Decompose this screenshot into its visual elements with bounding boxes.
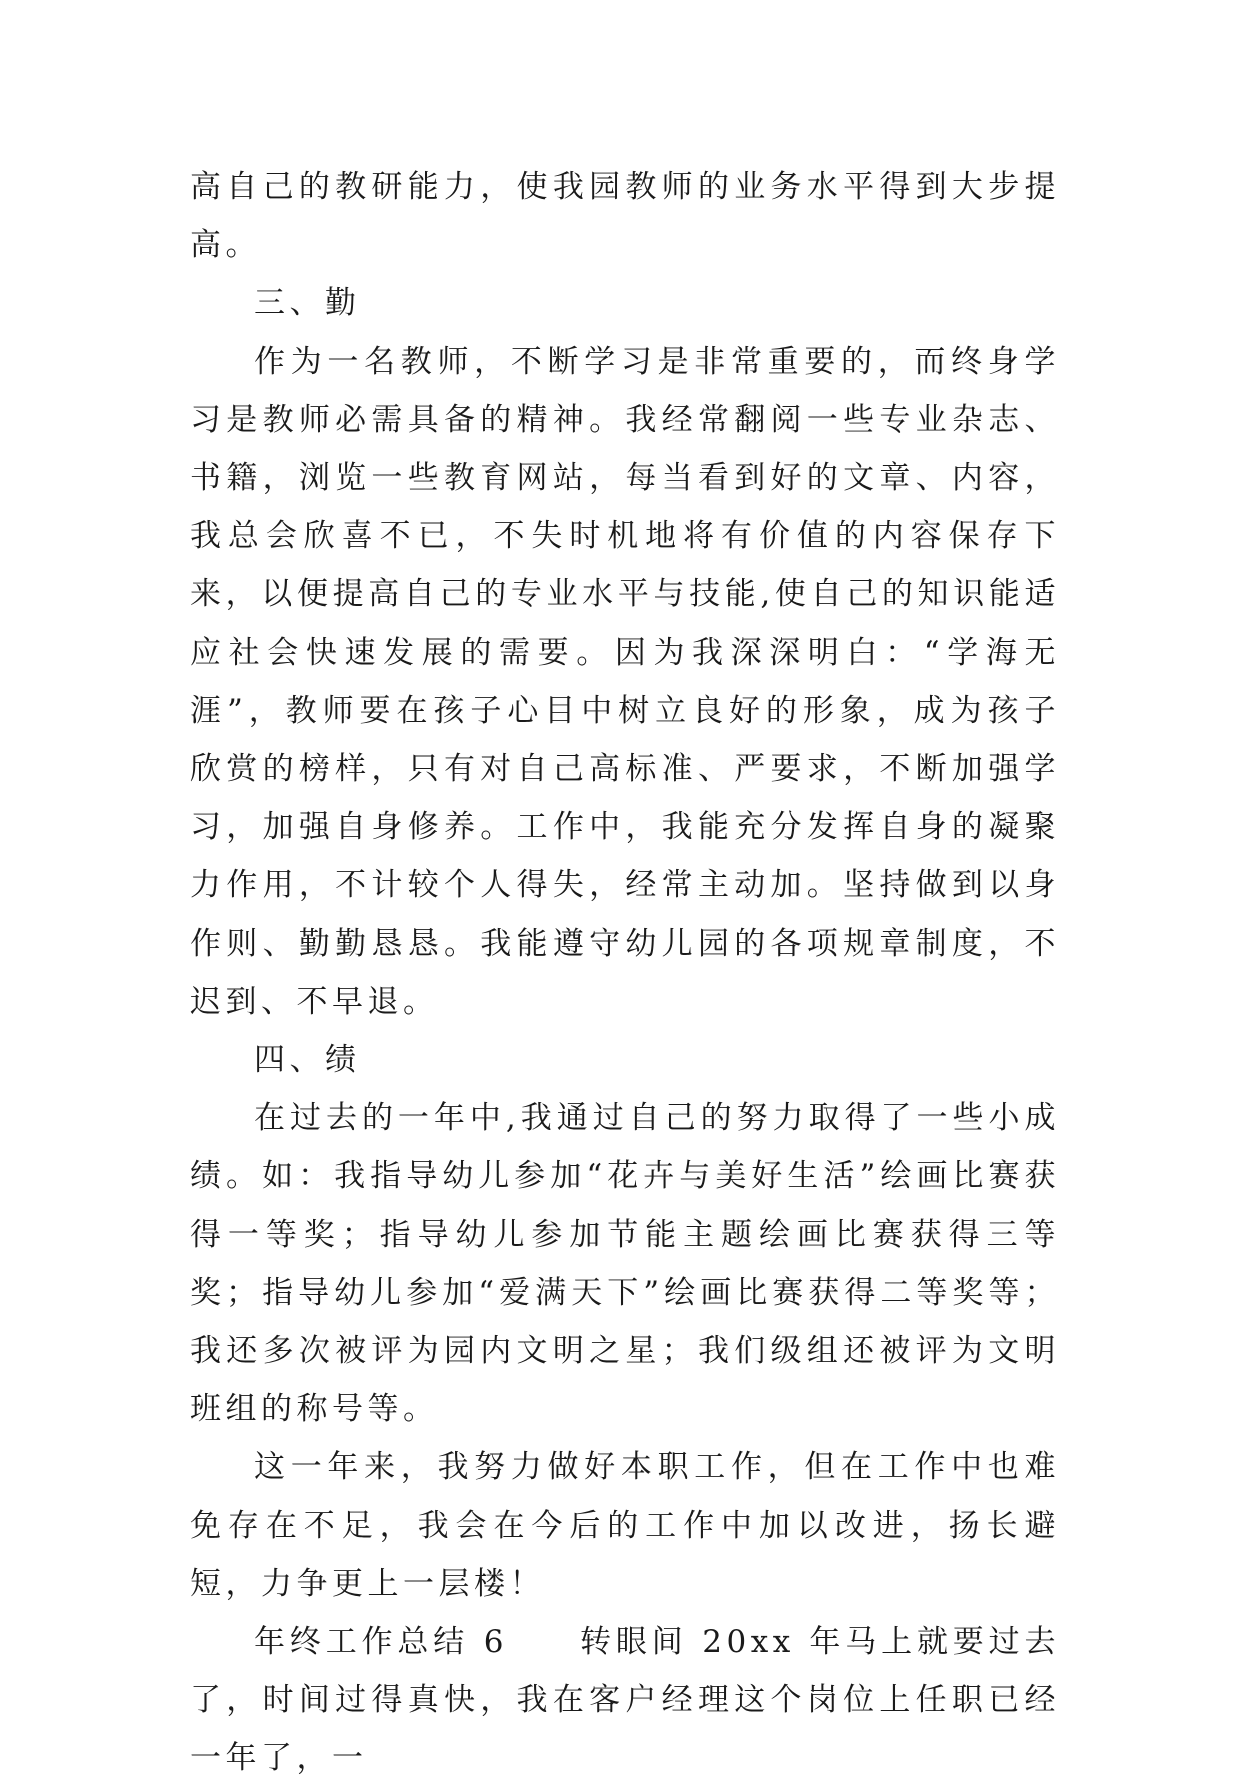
section-heading-achievements: 四、绩 bbox=[254, 1042, 361, 1079]
paragraph-achievements: 在过去的一年中,我通过自己的努力取得了一些小成绩。如：我指导幼儿参加“花卉与美好生活”绘画比赛获得一等奖；指导幼儿参加节能主题绘画比赛获得三等奖；指导幼儿参加“爱满天下”绘画比赛获得二等奖等；我还多次被评为园内文明之星；我们级组还被评为文明班组的称号等。 bbox=[190, 1100, 1060, 1428]
paragraph-conclusion: 这一年来，我努力做好本职工作，但在工作中也难免存在不足，我会在今后的工作中加以改进，扬长避短，力争更上一层楼！ bbox=[190, 1449, 1060, 1602]
paragraph-summary-6: 年终工作总结 6 转眼间 20xx 年马上就要过去了，时间过得真快，我在客户经理这个岗位上任职已经一年了，一 bbox=[190, 1624, 1060, 1777]
document-body bbox=[190, 158, 1060, 1788]
paragraph-continuation: 高自己的教研能力，使我园教师的业务水平得到大步提高。 bbox=[190, 169, 1060, 264]
section-heading-diligence: 三、勤 bbox=[254, 285, 361, 322]
paragraph-diligence: 作为一名教师，不断学习是非常重要的，而终身学习是教师必需具备的精神。我经常翻阅一些专业杂志、书籍，浏览一些教育网站，每当看到好的文章、内容，我总会欣喜不已，不失时机地将有价值的内容保存下来，以便提高自己的专业水平与技能,使自己的知识能适应社会快速发展的需要。因为我深深明白：“学海无涯”，教师要在孩子心目中树立良好的形象，成为孩子欣赏的榜样，只有对自己高标准、严要求，不断加强学习，加强自身修养。工作中，我能充分发挥自身的凝聚力作用，不计较个人得失，经常主动加。坚持做到以身作则、勤勤恳恳。我能遵守幼儿园的各项规章制度，不迟到、不早退。 bbox=[190, 343, 1060, 1020]
